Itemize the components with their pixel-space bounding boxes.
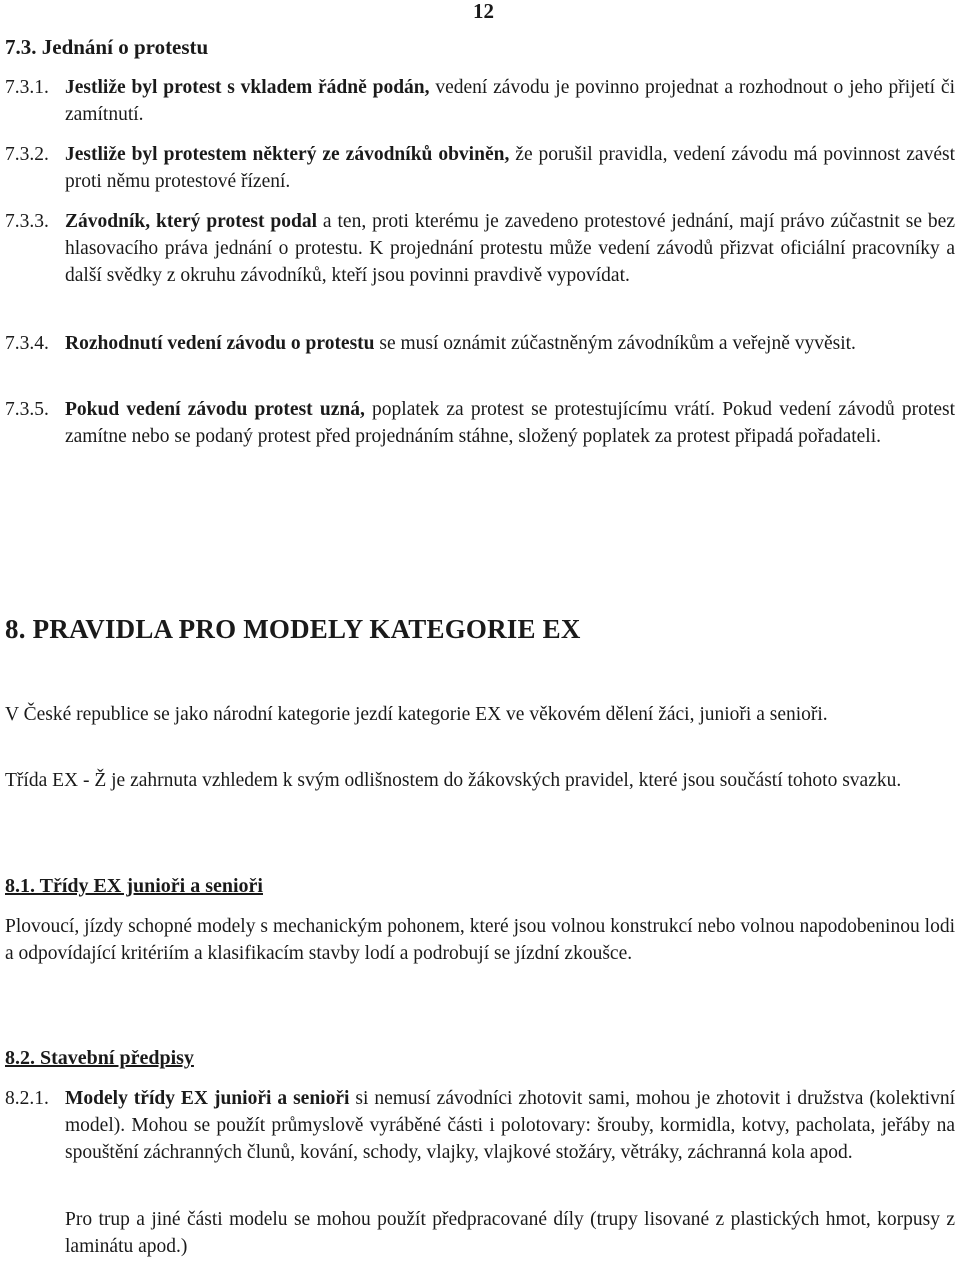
item-7-3-1-text: vedení závodu je povinno projednat a rozhodnout o jeho přijetí či zamítnutí. <box>65 77 955 125</box>
item-7-3-3-bold: Závodník, který protest podal <box>65 211 317 232</box>
item-7-3-1 <box>65 74 955 128</box>
item-7-3-4-number: 7.3.4. <box>5 333 49 354</box>
section-7-3-heading: 7.3. Jednání o protestu <box>5 35 209 59</box>
item-8-2-1 <box>65 1085 955 1166</box>
item-7-3-5-bold: Pokud vedení závodu protest uzná, <box>65 399 365 420</box>
item-7-3-2 <box>65 141 955 195</box>
item-7-3-5-text: poplatek za protest se protestujícímu vrátí. Pokud vedení závodů protest zamítne nebo se podaný protest před projednáním stáhne, složený poplatek za protest připadá pořadateli. <box>65 399 955 447</box>
item-8-2-1-bold: Modely třídy EX junioři a senioři <box>65 1088 350 1109</box>
section-8-paragraph-2: Třída EX - Ž je zahrnuta vzhledem k svým odlišnostem do žákovských pravidel, které jsou součástí tohoto svazku. <box>5 770 902 791</box>
item-7-3-2-number: 7.3.2. <box>5 144 49 165</box>
item-7-3-1-number: 7.3.1. <box>5 77 49 98</box>
item-8-2-1-number: 8.2.1. <box>5 1088 49 1109</box>
item-7-3-3 <box>65 208 955 289</box>
item-7-3-2-text: že porušil pravidla, vedení závodu má povinnost zavést proti němu protestové řízení. <box>65 144 955 192</box>
item-7-3-4-text: se musí oznámit zúčastněným závodníkům a veřejně vyvěsit. <box>374 333 856 354</box>
section-8-heading: 8. PRAVIDLA PRO MODELY KATEGORIE EX <box>5 614 581 644</box>
item-7-3-4-bold: Rozhodnutí vedení závodu o protestu <box>65 333 375 354</box>
section-8-2-heading: 8.2. Stavební předpisy <box>5 1047 194 1069</box>
page-number: 12 <box>473 0 494 23</box>
item-7-3-3-number: 7.3.3. <box>5 211 49 232</box>
item-8-2-1-text: si nemusí závodníci zhotovit sami, mohou je zhotovit i družstva (kolektivní model). Mohou se použít průmyslově vyráběné části i polotovary: šrouby, kormidla, kotvy, pacholata, jeřáby na spouštění záchranných člunů, kování, schody, vlajky, vlajkové stožáry, větráky, záchranná kola apod. <box>65 1088 956 1163</box>
item-7-3-5 <box>65 396 955 450</box>
item-7-3-5-number: 7.3.5. <box>5 399 49 420</box>
item-7-3-3-text: a ten, proti kterému je zavedeno protestové jednání, mají právo zúčastnit se bez hlasovacího práva jednání o protestu. K projednání protestu může vedení závodů přizvat oficiální pracovníky a další svědky z okruhu závodníků, kteří jsou povinni pravdivě vypovídat. <box>65 211 955 286</box>
item-7-3-4 <box>65 330 955 357</box>
section-8-1-paragraph: Plovoucí, jízdy schopné modely s mechanickým pohonem, které jsou volnou konstrukcí nebo volnou napodobeninou lodi a odpovídající kritériím a klasifikacím stavby lodí a podrobují se jízdní zkoušce. <box>5 916 955 964</box>
item-7-3-1-bold: Jestliže byl protest s vkladem řádně podán, <box>65 77 430 98</box>
item-8-2-1-paragraph-2: Pro trup a jiné části modelu se mohou použít předpracované díly (trupy lisované z plastických hmot, korpusy z laminátu apod.) <box>65 1209 955 1257</box>
section-8-1-heading: 8.1. Třídy EX junioři a senioři <box>5 875 263 897</box>
item-7-3-2-bold: Jestliže byl protestem některý ze závodníků obviněn, <box>65 144 510 165</box>
section-8-paragraph-1: V České republice se jako národní kategorie jezdí kategorie EX ve věkovém dělení žáci, junioři a senioři. <box>5 704 828 725</box>
